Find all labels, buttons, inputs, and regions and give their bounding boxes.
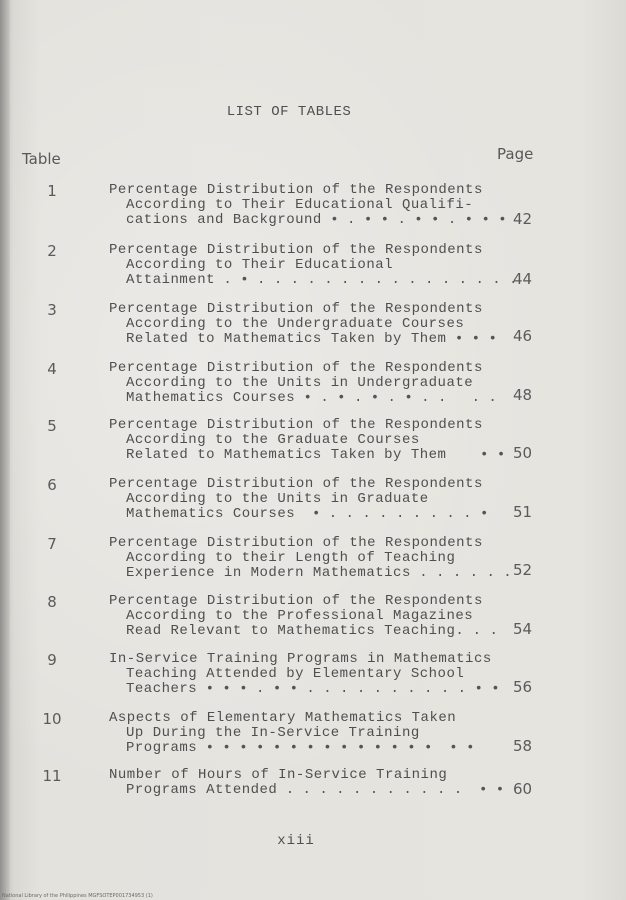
description-line: According to Their Educational: [126, 257, 394, 273]
description-line: Aspects of Elementary Mathematics Taken: [109, 710, 457, 726]
toc-entry: [0, 594, 626, 648]
table-number: 6: [47, 476, 57, 494]
description-line: According to the Units in Graduate: [126, 491, 429, 507]
description-line: cations and Background • . • • . • • . • • •: [126, 212, 507, 228]
table-number: 11: [42, 767, 62, 785]
toc-entry: [0, 361, 626, 415]
description-line: Percentage Distribution of the Respondents: [109, 593, 483, 609]
description-line: Programs Attended . . . . . . . . . . . • •: [126, 782, 505, 798]
description-line: Teaching Attended by Elementary School: [126, 666, 465, 682]
table-description: [109, 418, 505, 463]
page-number: 60: [513, 780, 533, 798]
page-number: 42: [513, 210, 533, 228]
page-number: 48: [513, 386, 533, 404]
description-line: According to their Length of Teaching: [126, 550, 456, 566]
toc-entry: [0, 418, 626, 472]
description-line: Related to Mathematics Taken by Them • •: [126, 447, 506, 463]
dot-leader: . .: [464, 623, 498, 639]
dot-leader: • • • • • • • • • • • • • • • •: [197, 740, 475, 756]
description-line: Attainment . • . . . . . . . . . . . . . . . .: [126, 272, 518, 288]
scan-footer: National Library of the Philippines MGFSOTEP001734953 (1): [2, 893, 153, 899]
table-number: 5: [47, 417, 57, 435]
toc-entry: [0, 536, 626, 590]
toc-entry: [0, 243, 626, 297]
table-number: 3: [47, 301, 57, 319]
description-line: According to the Units in Undergraduate: [126, 375, 474, 391]
table-number: 10: [42, 710, 62, 728]
page-number: 44: [513, 270, 533, 288]
description-line: Mathematics Courses • . • . • . • . . . .: [126, 390, 497, 406]
table-number: 1: [47, 182, 57, 200]
page-number: 56: [513, 678, 533, 696]
page-column-header: Page: [497, 145, 534, 163]
description-line: Teachers • • • . • • . . . . . . . . . . • •: [126, 681, 500, 697]
dot-leader: • •: [446, 447, 506, 463]
dot-leader: . • . . . . . . . . . . . . . . . .: [215, 272, 518, 288]
table-number: 4: [47, 360, 57, 378]
table-description: [109, 477, 488, 522]
dot-leader: • . • . • . • . . . .: [295, 390, 497, 406]
page-number: 46: [513, 327, 533, 345]
table-description: [109, 243, 517, 288]
description-line: In-Service Training Programs in Mathematics: [109, 651, 492, 667]
table-description: [109, 536, 512, 581]
table-description: [109, 768, 504, 798]
page-number: 51: [513, 503, 533, 521]
description-line: Percentage Distribution of the Respondents: [109, 535, 483, 551]
toc-entry: [0, 768, 626, 822]
table-column-header: Table: [22, 150, 61, 168]
dot-leader: • • •: [446, 331, 497, 347]
description-line: According to the Professional Magazines: [126, 608, 474, 624]
description-line: According to the Graduate Courses: [126, 432, 420, 448]
description-line: According to Their Educational Qualifi-: [126, 197, 474, 213]
description-line: Read Relevant to Mathematics Teaching. . .: [126, 623, 498, 639]
table-description: [109, 711, 474, 756]
table-description: [109, 652, 500, 697]
toc-entry: [0, 477, 626, 531]
description-line: Percentage Distribution of the Respondents: [109, 182, 483, 198]
description-line: Related to Mathematics Taken by Them • • •: [126, 331, 497, 347]
toc-entry: [0, 302, 626, 356]
dot-leader: . . . . . .: [410, 565, 512, 581]
dot-leader: • . . . . . . . . . •: [295, 506, 489, 522]
page-number: 52: [513, 561, 533, 579]
page-number: 50: [513, 444, 533, 462]
description-line: According to the Undergraduate Courses: [126, 316, 465, 332]
description-line: Percentage Distribution of the Respondents: [109, 301, 483, 317]
dot-leader: • • • . • • . . . . . . . . . . • •: [197, 681, 500, 697]
table-description: [109, 183, 507, 228]
description-line: Up During the In-Service Training: [126, 725, 420, 741]
table-number: 9: [47, 651, 57, 669]
table-description: [109, 302, 497, 347]
description-line: Percentage Distribution of the Respondents: [109, 417, 483, 433]
page-title: LIST OF TABLES: [226, 104, 352, 120]
table-number: 2: [47, 242, 57, 260]
description-line: Percentage Distribution of the Respondents: [109, 242, 483, 258]
dot-leader: . . . . . . . . . . . • •: [277, 782, 505, 798]
toc-entry: [0, 711, 626, 765]
description-line: Percentage Distribution of the Respondents: [109, 476, 483, 492]
table-number: 7: [47, 535, 57, 553]
page-number: 54: [513, 620, 533, 638]
dot-leader: • . • • . • • . • • •: [321, 212, 507, 228]
toc-entry: [0, 183, 626, 237]
table-number: 8: [47, 593, 57, 611]
description-line: Experience in Modern Mathematics . . . . . .: [126, 565, 512, 581]
description-line: Mathematics Courses • . . . . . . . . . •: [126, 506, 489, 522]
description-line: Percentage Distribution of the Respondents: [109, 360, 483, 376]
description-line: Number of Hours of In-Service Training: [109, 767, 448, 783]
toc-entry: [0, 652, 626, 706]
page-number: 58: [513, 737, 533, 755]
page-folio: xiii: [277, 833, 315, 849]
table-description: [109, 594, 498, 639]
description-line: Programs • • • • • • • • • • • • • • • •: [126, 740, 475, 756]
table-description: [109, 361, 497, 406]
